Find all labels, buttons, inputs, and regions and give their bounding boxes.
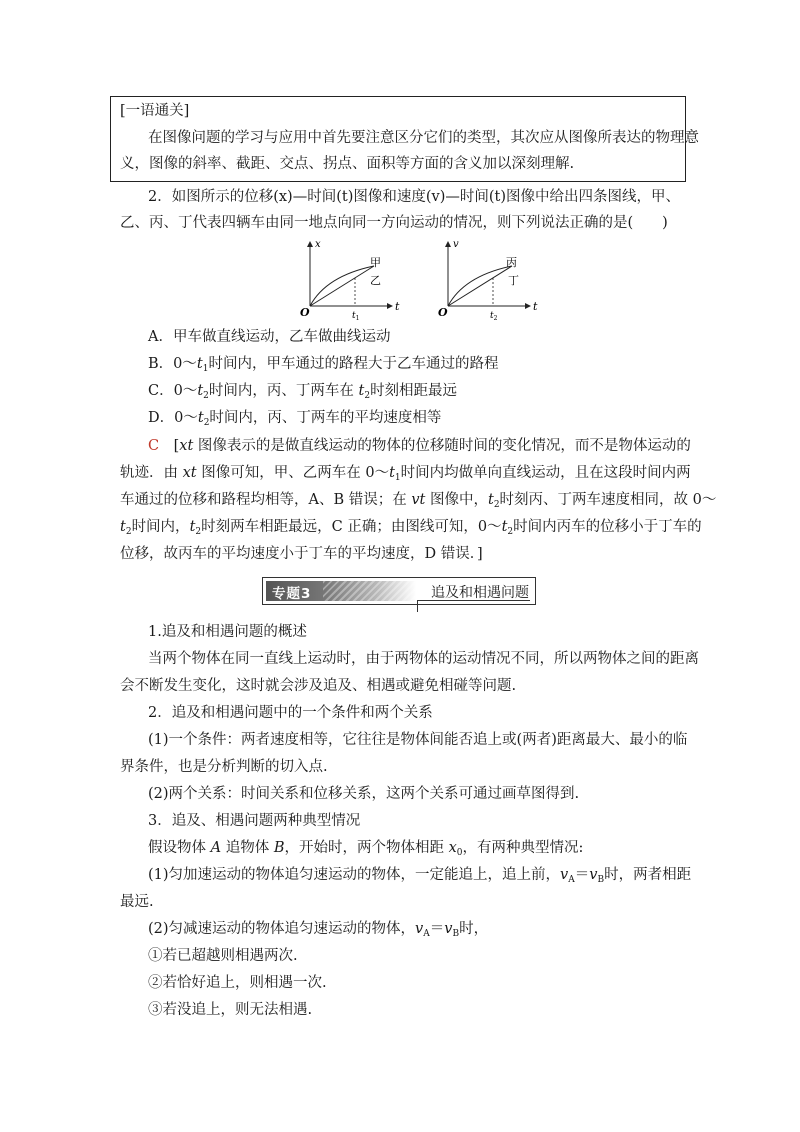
topic-tag: 专题3: [266, 581, 416, 601]
axis-label-t: t: [533, 300, 538, 313]
para-5: (2)匀减速运动的物体追匀速运动的物体，$v_A=v_B$时，: [148, 921, 489, 939]
heading-1: 1.追及和相遇问题的概述: [148, 624, 307, 640]
summary-line-1: 在图像问题的学习与应用中首先要注意区分它们的类型，其次应从图像所表达的物理意: [148, 130, 699, 146]
heading-2: 2．追及和相遇问题中的一个条件和两个关系: [148, 705, 433, 721]
label-ding: 丁: [508, 274, 519, 287]
para-1-line-1: 当两个物体在同一直线上运动时，由于两物体的运动情况不同，所以两物体之间的距离: [148, 651, 699, 667]
question-line-1: 2．如图所示的位移(x)—时间(t)图像和速度(v)—时间(t)图像中给出四条图线，甲、: [148, 189, 681, 205]
topic-banner: [262, 577, 536, 605]
answer-letter: C: [148, 438, 160, 454]
line-ding: [448, 266, 512, 306]
heading-3: 3．追及、相遇问题两种典型情况: [148, 813, 361, 829]
para-3: 假设物体 A 追物体 B，开始时，两个物体相距 $x_0$，有两种典型情况:: [148, 840, 584, 858]
option-a: A．甲车做直线运动，乙车做曲线运动: [148, 329, 391, 345]
axis-label-v: v: [453, 239, 459, 250]
answer-line-5: 位移，故丙车的平均速度小于丁车的平均速度，D 错误．]: [120, 546, 483, 562]
origin-label: O: [300, 306, 310, 319]
tick-t1: $t_1$: [352, 311, 360, 322]
topic-title: 追及和相遇问题: [431, 585, 529, 601]
answer-line-2: 轨迹．由 xt 图像可知，甲、乙两车在 $0\sim t_1$时间内均做单向直线运动，且在这段时间内两: [120, 465, 691, 483]
para-4-line-2: 最远.: [120, 894, 154, 910]
answer-line-4: $t_2$时间内，$t_2$时刻两车相距最远，C 正确；由图线可知，$0\sim t_2$时间内丙车的位移小于丁车的: [120, 519, 702, 537]
para-4-line-1: (1)匀加速运动的物体追匀速运动的物体，一定能追上，追上前，$v_A=v_B$时，两者相距: [148, 867, 692, 885]
banner-tick: [417, 600, 418, 612]
vt-graph: [434, 236, 544, 324]
para-1-line-2: 会不断发生变化，这时就会涉及追及、相遇或避免相碰等问题.: [120, 678, 517, 694]
axis-label-x: x: [315, 239, 321, 250]
answer-line-1: C [xt 图像表示的是做直线运动的物体的位移随时间的变化情况，而不是物体运动的: [148, 438, 691, 454]
tick-t2: $t_2$: [490, 311, 498, 322]
summary-tag: [一语通关]: [120, 103, 190, 119]
label-yi: 乙: [370, 274, 381, 287]
topic-tag-stripes: [323, 581, 418, 601]
para-2-line-2: 界条件，也是分析判断的切入点.: [120, 759, 328, 775]
axis-label-t: t: [395, 300, 400, 313]
case-1: ①若已超越则相遇两次.: [148, 948, 298, 964]
case-3: ③若没追上，则无法相遇.: [148, 1002, 313, 1018]
label-bing: 丙: [506, 256, 517, 269]
xt-graph: [296, 236, 406, 324]
answer-line-3: 车通过的位移和路程均相等，A、B 错误；在 vt 图像中，$t_2$时刻丙、丁两车速度相同，故 0～: [120, 492, 717, 510]
para-2-line-3: (2)两个关系：时间关系和位移关系，这两个关系可通过画草图得到.: [148, 786, 580, 802]
label-jia: 甲: [370, 256, 381, 269]
line-jia: [310, 266, 374, 306]
option-c: C．$0\sim t_2$时间内，丙、丁两车在 $t_2$时刻相距最远: [148, 383, 458, 401]
para-2-line-1: (1)一个条件：两者速度相等，它往往是物体间能否追上或(两者)距离最大、最小的临: [148, 732, 688, 748]
option-b: B．$0\sim t_1$时间内，甲车通过的路程大于乙车通过的路程: [148, 356, 499, 374]
option-d: D．$0\sim t_2$时间内，丙、丁两车的平均速度相等: [148, 410, 442, 428]
case-2: ②若恰好追上，则相遇一次.: [148, 975, 327, 991]
question-line-2: 乙、丙、丁代表四辆车由同一地点向同一方向运动的情况，则下列说法正确的是( ): [120, 215, 668, 231]
origin-label: O: [438, 306, 448, 319]
summary-line-2: 义，图像的斜率、截距、交点、拐点、面积等方面的含义加以深刻理解.: [120, 156, 575, 172]
